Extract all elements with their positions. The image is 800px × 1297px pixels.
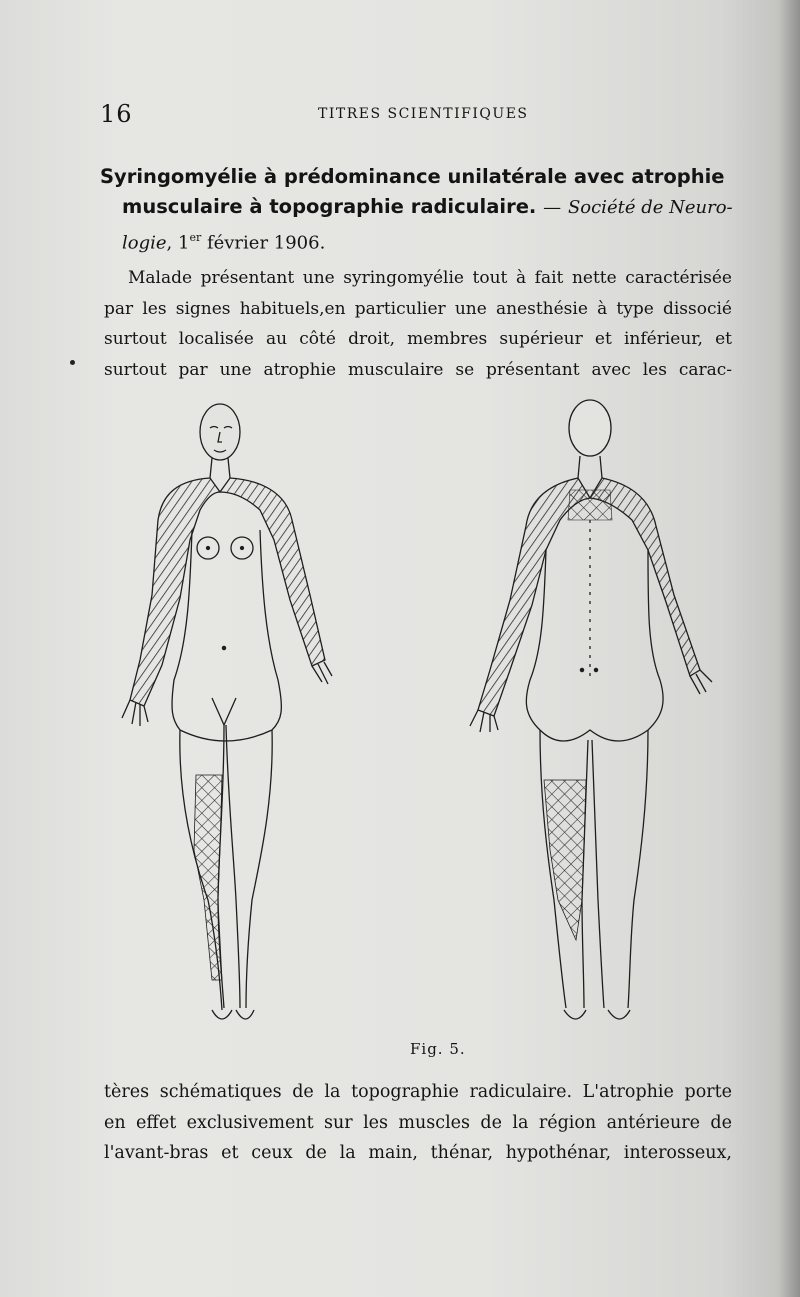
back-view-figure bbox=[470, 400, 712, 1019]
running-title: TITRES SCIENTIFIQUES bbox=[318, 106, 529, 122]
paragraph-bottom bbox=[104, 1077, 732, 1169]
date-prefix: , 1 bbox=[166, 232, 190, 254]
paragraph-top bbox=[104, 263, 732, 385]
article-heading bbox=[100, 162, 760, 259]
article-title-line-2 bbox=[100, 192, 760, 223]
page-number: 16 bbox=[100, 100, 133, 128]
figure-caption: Fig. 5. bbox=[410, 1040, 466, 1058]
print-speck bbox=[70, 360, 75, 365]
date-suffix: février 1906. bbox=[201, 232, 326, 254]
front-view-figure bbox=[122, 404, 332, 1019]
article-title-line-1: Syringomyélie à prédominance unilatérale avec atrophie bbox=[100, 165, 725, 188]
article-title-line-3 bbox=[100, 223, 760, 259]
paragraph-line: surtout localisée au côté droit, membres supérieur et inférieur, et bbox=[104, 329, 732, 349]
paragraph-line: en effet exclusivement sur les muscles de la région antérieure de bbox=[104, 1112, 732, 1133]
paragraph-line: tères schématiques de la topographie radiculaire. L'atrophie porte bbox=[104, 1082, 732, 1102]
figure-illustration bbox=[100, 380, 760, 1040]
venue-line-2: logie bbox=[122, 232, 167, 254]
paragraph-line: par les signes habituels,en particulier une anesthésie à type dissocié bbox=[104, 298, 732, 319]
title-dash: — bbox=[543, 197, 562, 218]
article-title-line-2-text: musculaire à topographie radiculaire. bbox=[122, 195, 537, 218]
date-superscript: er bbox=[189, 231, 202, 244]
paragraph-line: l'avant-bras et ceux de la main, thénar, hypothénar, interosseux, bbox=[104, 1143, 732, 1163]
running-head bbox=[100, 100, 740, 130]
anatomical-figure bbox=[100, 380, 760, 1040]
venue-line-1: Société de Neuro- bbox=[567, 197, 733, 218]
page-edge-shadow bbox=[778, 0, 800, 1297]
paragraph-line: surtout par une atrophie musculaire se présentant avec les carac- bbox=[104, 359, 732, 380]
paragraph-line: Malade présentant une syringomyélie tout à fait nette caractérisée bbox=[128, 268, 732, 288]
